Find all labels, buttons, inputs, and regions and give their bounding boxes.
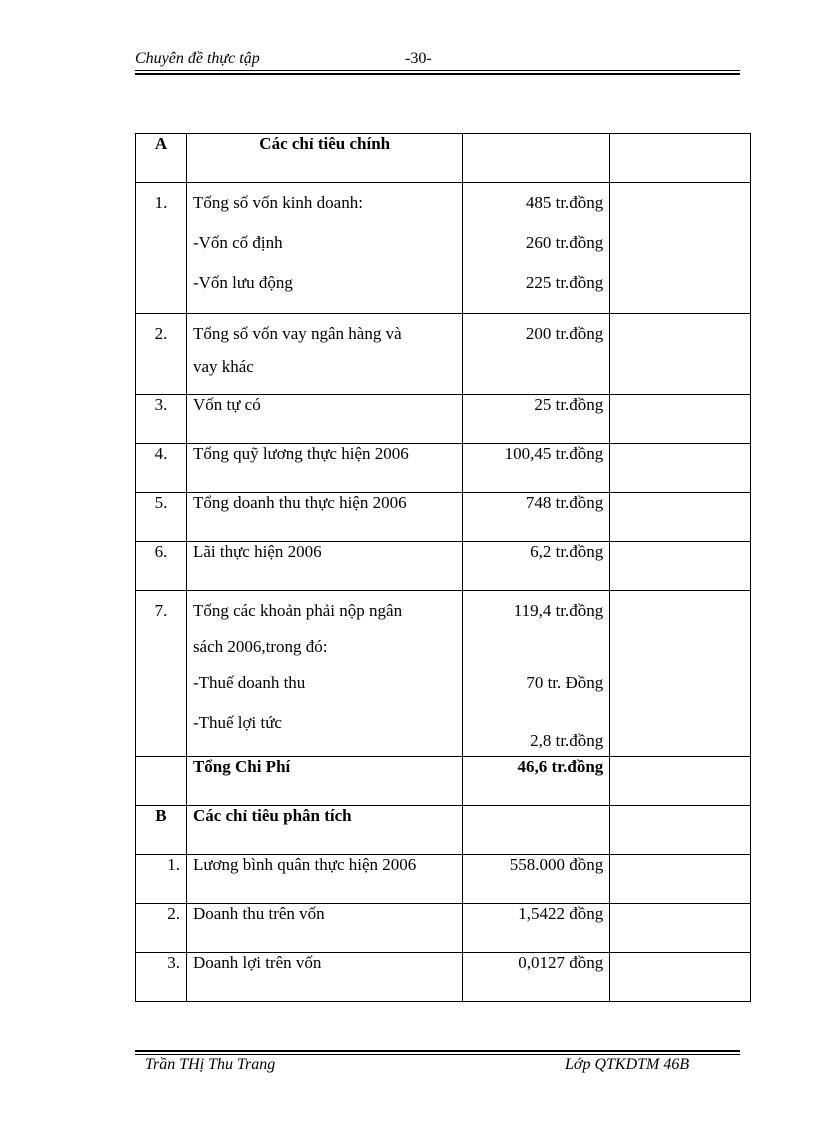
- row-number: 7.: [136, 591, 187, 757]
- row-label: Vốn tự có: [186, 395, 463, 444]
- row-label: Doanh lợi trên vốn: [186, 953, 463, 1002]
- row-number: 6.: [136, 542, 187, 591]
- table-row: [136, 444, 751, 493]
- row-number: 4.: [136, 444, 187, 493]
- section-b-code: B: [136, 806, 187, 855]
- row-label: Tổng các khoản phải nộp ngân: [192, 601, 403, 620]
- section-a-code: A: [136, 134, 187, 183]
- header-rule-thick: [135, 73, 740, 75]
- table-row-section-a: [136, 134, 751, 183]
- indicators-table: [135, 133, 751, 1002]
- table-row: [136, 542, 751, 591]
- row-value: 200 tr.đồng: [463, 314, 610, 395]
- row-number: 2.: [136, 314, 187, 395]
- row-number: 3.: [136, 395, 187, 444]
- row-label: Lãi thực hiện 2006: [186, 542, 463, 591]
- table-row: [136, 183, 751, 314]
- header-rule: [135, 70, 740, 71]
- table-row-total: [136, 757, 751, 806]
- row-label: -Thuế lợi tức: [192, 713, 282, 732]
- table-row: [136, 855, 751, 904]
- table-row: [136, 591, 751, 757]
- row-label: vay khác: [192, 357, 254, 376]
- total-label: Tổng Chi Phí: [186, 757, 463, 806]
- table-row-section-b: [136, 806, 751, 855]
- footer-rule: [135, 1054, 740, 1055]
- footer-rule-thick: [135, 1050, 740, 1052]
- page-number: -30-: [405, 50, 432, 67]
- row-label: Tổng số vốn kinh doanh:: [192, 193, 363, 212]
- row-value: 225 tr.đồng: [525, 273, 604, 292]
- row-value: 1,5422 đồng: [463, 904, 610, 953]
- total-value: 46,6 tr.đồng: [463, 757, 610, 806]
- section-a-title: Các chỉ tiêu chính: [186, 134, 463, 183]
- table-row: [136, 314, 751, 395]
- section-b-title: Các chỉ tiêu phân tích: [186, 806, 463, 855]
- row-value: 0,0127 đồng: [463, 953, 610, 1002]
- row-value: 558.000 đồng: [463, 855, 610, 904]
- row-value: 260 tr.đồng: [525, 233, 604, 252]
- table-row: [136, 395, 751, 444]
- footer-author: Trần THị Thu Trang: [145, 1056, 276, 1073]
- row-number: 1.: [136, 183, 187, 314]
- table-row: [136, 953, 751, 1002]
- page-header: [135, 48, 740, 70]
- row-label: Tổng số vốn vay ngân hàng và: [192, 324, 402, 343]
- row-label: -Thuế doanh thu: [192, 673, 306, 692]
- table-row: [136, 904, 751, 953]
- page-footer: [145, 1056, 725, 1074]
- row-label: -Vốn cố định: [192, 233, 283, 252]
- row-label: Tổng doanh thu thực hiện 2006: [186, 493, 463, 542]
- row-number: 2.: [136, 904, 187, 953]
- row-label: Lương bình quân thực hiện 2006: [186, 855, 463, 904]
- header-title: Chuyên đề thực tập: [135, 50, 260, 67]
- row-value: 2,8 tr.đồng: [530, 731, 604, 750]
- row-value: 6,2 tr.đồng: [463, 542, 610, 591]
- row-label: sách 2006,trong đó:: [192, 637, 328, 656]
- row-number: 3.: [136, 953, 187, 1002]
- row-number: 5.: [136, 493, 187, 542]
- row-value: 485 tr.đồng: [525, 193, 604, 212]
- footer-class: Lớp QTKDTM 46B: [565, 1056, 690, 1073]
- row-value: 748 tr.đồng: [463, 493, 610, 542]
- row-label: -Vốn lưu động: [192, 273, 293, 292]
- row-value: 119,4 tr.đồng: [513, 601, 604, 620]
- table-row: [136, 493, 751, 542]
- row-value: 100,45 tr.đồng: [463, 444, 610, 493]
- row-value: 70 tr. Đồng: [526, 673, 604, 692]
- row-number: 1.: [136, 855, 187, 904]
- row-label: Doanh thu trên vốn: [186, 904, 463, 953]
- row-value: 25 tr.đồng: [463, 395, 610, 444]
- row-label: Tổng quỹ lương thực hiện 2006: [186, 444, 463, 493]
